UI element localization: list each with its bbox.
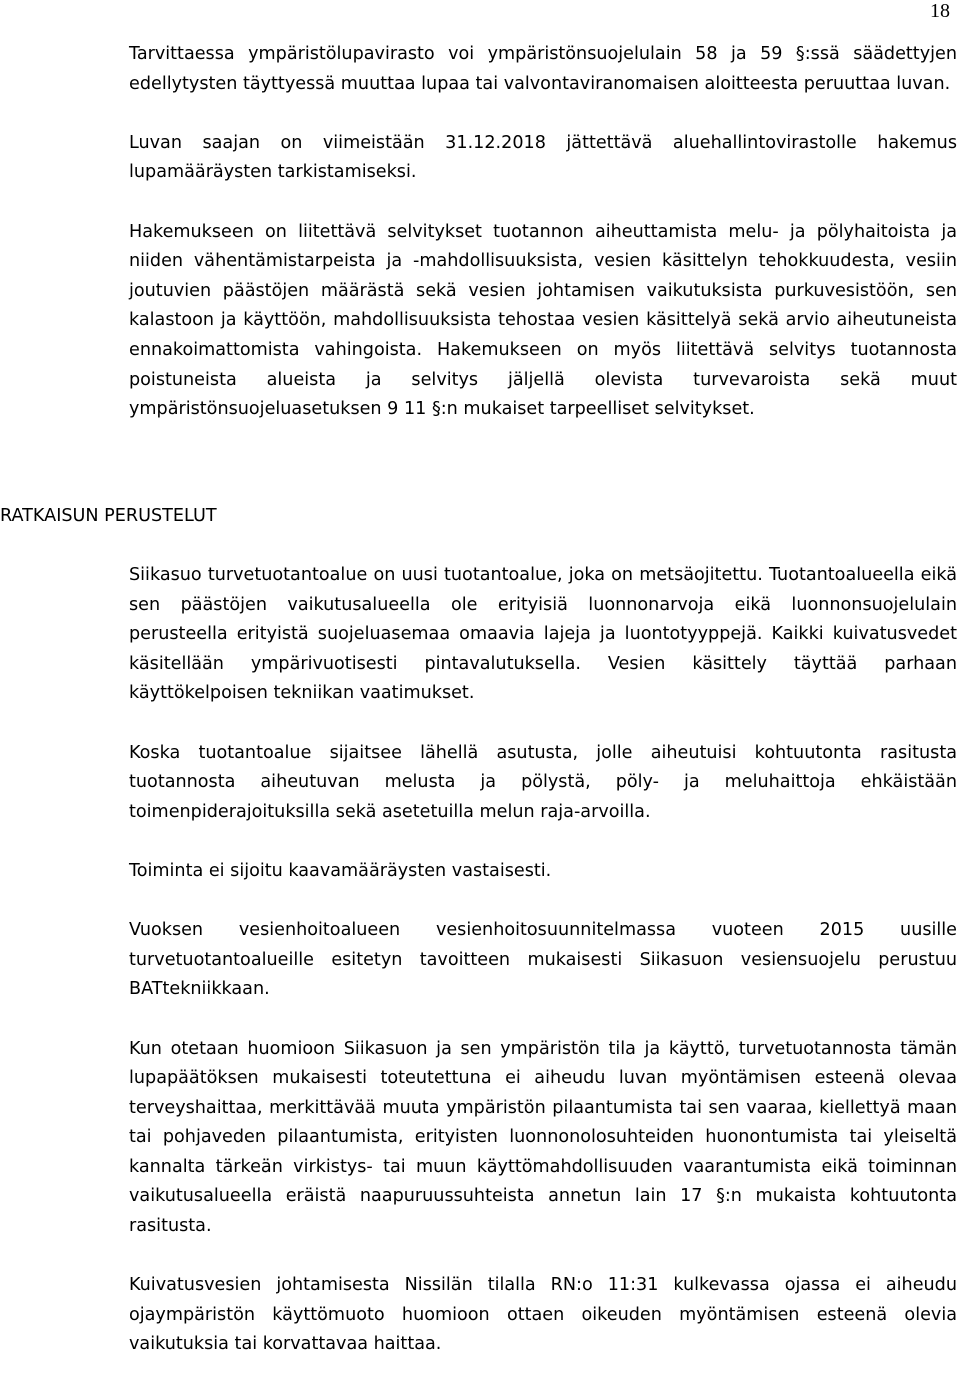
intro-text-block [129, 40, 957, 454]
section-heading: RATKAISUN PERUSTELUT [0, 506, 217, 526]
paragraph-water-management: Vuoksen vesienhoitoalueen vesienhoitosuunnitelmassa vuoteen 2015 uusille turvetuotantoalueille esitetyn tavoitteen mukaisesti Siikasuon vesiensuojelu perustuu BATtekniikkaan. [129, 920, 957, 1000]
paragraph-license-revocation: Tarvittaessa ympäristölupavirasto voi ympäristönsuojelulain 58 ja 59 §:ssä säädettyjen edellytysten täyttyessä muuttaa lupaa tai valvontaviranomaisen aloitteesta peruuttaa luvan. [129, 44, 957, 94]
paragraph-review-application-deadline: Luvan saajan on viimeistään 31.12.2018 jättettävä aluehallintovirastolle hakemus lupamääräysten tarkistamiseksi. [129, 132, 957, 183]
paragraph-noise-dust: Koska tuotantoalue sijaitsee lähellä asutusta, jolle aiheutuisi kohtuutonta rasitusta tuotannosta aiheutuvan melusta ja pölystä, pöly- ja meluhaittoja ehkäistään toimenpiderajoituksilla sekä asetetuilla melun raja-arvoilla. [129, 742, 957, 822]
paragraph-drainage: Kuivatusvesien johtamisesta Nissilän tilalla RN:o 11:31 kulkevassa ojassa ei aiheudu ojaympäristön käyttömuoto huomioon ottaen oikeuden myöntämisen esteenä olevia vaikutuksia tai korvattavaa haittaa. [129, 1275, 957, 1355]
reasoning-text-block [129, 561, 957, 1390]
paragraph-new-production-area: Siikasuo turvetuotantoalue on uusi tuotantoalue, joka on metsäojitettu. Tuotantoalueella eikä sen päästöjen vaikutusalueella ole erityisiä luonnonarvoja eikä luonnonsuojelulain perusteella erityistä suojeluasemaa omaavia lajeja ja luontotyyppejä. Kaikki kuivatusvedet käsitellään ympärivuotisesti pintavalutuksella. Vesien käsittely täyttää parhaan käyttökelpoisen tekniikan vaatimukset. [129, 565, 957, 704]
page-number: 18 [930, 0, 950, 22]
paragraph-environmental-assessment: Kun otetaan huomioon Siikasuon ja sen ympäristön tila ja käyttö, turvetuotannosta tämän lupapäätöksen mukaisesti toteutettuna ei aiheudu luvan myöntämisen esteenä olevaa terveyshaittaa, merkittävää muuta ympäristön pilaantumista tai sen vaaraa, kiellettyä maan tai pohjaveden pilaantumista, erityisten luonnonolosuhteiden huonontumista tai yleiseltä kannalta tärkeän virkistys- tai muun käyttömahdollisuuden vaarantumista eikä toiminnan vaikutusalueella eräistä naapuruussuhteista annetun lain 17 §:n mukaista kohtuutonta rasitusta. [129, 1038, 957, 1237]
paragraph-zoning: Toiminta ei sijoitu kaavamääräysten vastaisesti. [129, 860, 552, 881]
paragraph-application-attachments: Hakemukseen on liitettävä selvitykset tuotannon aiheuttamista melu- ja pölyhaitoista ja niiden vähentämistarpeista ja -mahdollisuuksista, vesien käsittelyn tehokkuudesta, vesiin joutuvien päästöjen määrästä sekä vesien johtamisen vaikutuksista purkuvesistöön, sen kalastoon ja käyttöön, mahdollisuuksista tehostaa vesien käsittelyä sekä arvio aiheutuneista ennakoimattomista vahingoista. Hakemukseen on myös liitettävä selvitys tuotannosta poistuneista alueista ja selvitys jäljellä olevista turvevaroista sekä muut ympäristönsuojeluasetuksen 9 11 §:n mukaiset tarpeelliset selvitykset. [129, 221, 957, 420]
